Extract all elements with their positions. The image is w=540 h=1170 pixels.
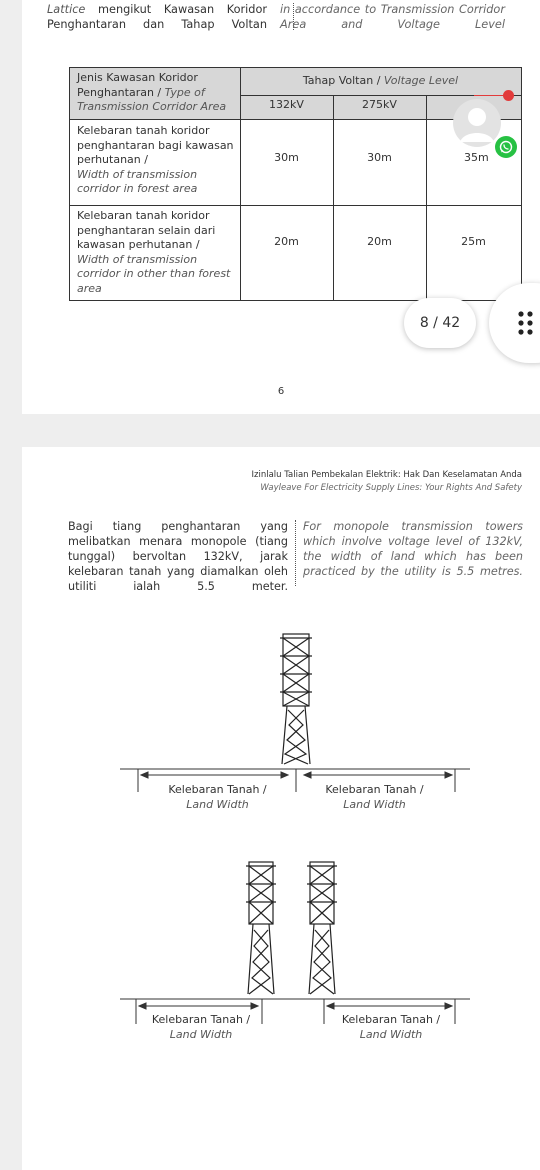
- row2-label-ms: Kelebaran tanah koridor penghantaran selain dari kawasan perhutanan /: [77, 209, 216, 251]
- row1-132kv: 30m: [274, 151, 299, 164]
- group-en: Voltage Level: [383, 74, 459, 87]
- land-label-ms: Kelebaran Tanah /: [325, 783, 424, 796]
- running-header-malay: Izinlalu Talian Pembekalan Elektrik: Hak Dan Keselamatan Anda: [251, 470, 522, 480]
- group-ms: Tahap Voltan /: [302, 74, 384, 87]
- row2-132kv: 20m: [274, 235, 299, 248]
- table-row-label: [77, 124, 237, 197]
- monopole-tower: [280, 634, 312, 764]
- running-header-english: Wayleave For Electricity Supply Lines: Your Rights And Safety: [260, 483, 522, 493]
- row1-label-ms: Kelebaran tanah koridor penghantaran bagi kawasan perhutanan /: [77, 124, 234, 166]
- row2-275kv: 20m: [367, 235, 392, 248]
- land-label-en: Land Width: [359, 1028, 423, 1041]
- corner-en-inline: Type of: [164, 85, 205, 99]
- intro-en-line-2: Area and Voltage Level: [280, 18, 505, 31]
- land-width-label: [327, 1012, 455, 1042]
- row2-label-en: Width of transmission corridor in other than forest area: [77, 252, 231, 295]
- column-divider: [295, 520, 296, 586]
- red-indicator-line: [474, 95, 504, 96]
- intro-line-1: mengikut Kawasan Koridor: [85, 3, 267, 16]
- row1-500kv: 35m: [464, 151, 489, 164]
- intro-text-english: [280, 2, 505, 32]
- whatsapp-icon[interactable]: [495, 136, 517, 158]
- land-width-label: [307, 782, 442, 812]
- table-corner-header: [77, 71, 237, 115]
- row1-label-en: Width of transmission corridor in forest area: [77, 167, 198, 195]
- land-width-label: [150, 782, 285, 812]
- land-width-label: [137, 1012, 265, 1042]
- corner-en: Transmission Corridor Area: [77, 100, 227, 113]
- red-indicator-dot: [503, 90, 514, 101]
- land-label-ms: Kelebaran Tanah /: [341, 1013, 441, 1026]
- tower-left: [246, 862, 276, 994]
- intro-line-2: Penghantaran dan Tahap Voltan: [47, 18, 267, 31]
- avatar-icon[interactable]: [452, 98, 502, 148]
- land-label-ms: Kelebaran Tanah /: [168, 783, 267, 796]
- intro-text-malay: [47, 2, 267, 32]
- twin-tower-diagram: [0, 858, 540, 1028]
- monopole-paragraph-malay: Bagi tiang penghantaran yang melibatkan menara monopole (tiang tunggal) bervoltan 132kV, jarak kelebaran tanah yang diamalkan oleh utiliti ialah 5.5 meter.: [68, 520, 288, 593]
- land-label-en: Land Width: [169, 1028, 233, 1041]
- intro-lattice: Lattice: [47, 3, 86, 16]
- page-number: 6: [277, 386, 285, 397]
- table-row-label: [77, 209, 237, 296]
- col-header-275kv: 275kV: [362, 98, 397, 111]
- land-label-ms: Kelebaran Tanah /: [151, 1013, 251, 1026]
- grid-dots-icon: [517, 310, 535, 336]
- col-header-132kv: 132kV: [269, 98, 304, 111]
- land-label-en: Land Width: [186, 798, 249, 811]
- corner-ms: Jenis Kawasan Koridor Penghantaran /: [77, 71, 198, 99]
- tower-right: [307, 862, 337, 994]
- land-label-en: Land Width: [343, 798, 406, 811]
- monopole-paragraph-english: For monopole transmission towers which involve voltage level of 132kV, the width of land which has been practiced by the utility is 5.5 metres.: [303, 520, 523, 578]
- page-counter: 8 / 42: [404, 298, 476, 348]
- intro-en-line-1: in accordance to Transmission Corridor: [280, 3, 505, 16]
- voltage-group-header: [240, 74, 521, 89]
- row2-500kv: 25m: [461, 235, 486, 248]
- row1-275kv: 30m: [367, 151, 392, 164]
